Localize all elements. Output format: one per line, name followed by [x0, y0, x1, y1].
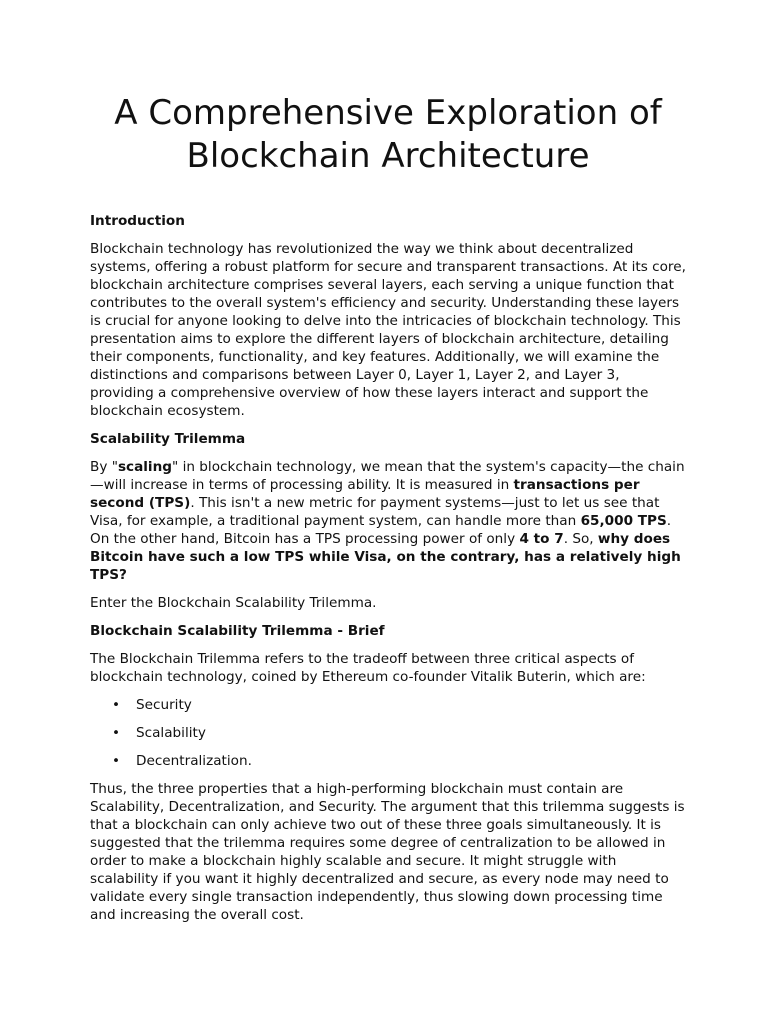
bold-value-visa-tps: 65,000 TPS — [580, 513, 667, 529]
section-heading-introduction: Introduction — [90, 213, 185, 229]
list-item-label: Decentralization. — [136, 753, 252, 769]
document-title: A Comprehensive Exploration of Blockchain Architecture — [114, 93, 662, 176]
bold-question: why does Bitcoin have such a low TPS while Visa, on the contrary, has a relatively high TPS? — [90, 531, 681, 583]
introduction-paragraph: Blockchain technology has revolutionized the way we think about decentralized systems, offering a robust platform for secure and transparent transactions. At its core, blockchain architecture comprises several layers, each serving a unique function that contributes to the overall system's efficiency and security. Understanding these layers is crucial for anyone looking to delve into the intricacies of blockchain technology. This presentation aims to explore the different layers of blockchain architecture, detailing their components, functionality, and key features. Additionally, we will examine the distinctions and comparisons between Layer 0, Layer 1, Layer 2, and Layer 3, providing a comprehensive overview of how these layers interact and support the blockchain ecosystem. — [90, 241, 686, 419]
list-item-label: Security — [136, 697, 192, 713]
bullet-icon: • — [112, 753, 121, 769]
document-page — [90, 92, 686, 934]
bold-term-scaling: scaling — [117, 459, 173, 475]
text-run: By " — [90, 459, 118, 475]
section-heading-trilemma-brief: Blockchain Scalability Trilemma - Brief — [90, 623, 385, 639]
text-run: . So, — [563, 531, 598, 547]
scaling-paragraph — [90, 458, 686, 584]
list-item-label: Scalability — [136, 725, 206, 741]
text-run: . On the other hand, Bitcoin has a TPS processing power of only — [90, 513, 672, 547]
trilemma-intro-sentence: Enter the Blockchain Scalability Trilemma. — [90, 595, 377, 611]
bullet-icon: • — [112, 697, 121, 713]
list-item — [90, 752, 686, 770]
text-run: " in blockchain technology, we mean that the system's capacity—the chain—will increase in terms of processing ability. It is measured in — [90, 459, 685, 493]
list-item — [90, 696, 686, 714]
bullet-icon: • — [112, 725, 121, 741]
bold-term-tps: transactions per second (TPS) — [90, 477, 640, 511]
trilemma-properties-list — [90, 696, 686, 770]
conclusion-paragraph: Thus, the three properties that a high-performing blockchain must contain are Scalability, Decentralization, and Security. The argument that this trilemma suggests is that a blockchain can only achieve two out of these three goals simultaneously. It is suggested that the trilemma requires some degree of centralization to be allowed in order to make a blockchain highly scalable and secure. It might struggle with scalability if you want it highly decentralized and secure, as every node may need to validate every single transaction independently, thus slowing down processing time and increasing the overall cost. — [90, 781, 685, 923]
text-run: . This isn't a new metric for payment systems—just to let us see that Visa, for example, a traditional payment system, can handle more than — [90, 495, 660, 529]
bold-value-bitcoin-tps: 4 to 7 — [519, 531, 564, 547]
section-heading-scalability-trilemma: Scalability Trilemma — [90, 431, 246, 447]
list-item — [90, 724, 686, 742]
trilemma-brief-paragraph: The Blockchain Trilemma refers to the tradeoff between three critical aspects of blockchain technology, coined by Ethereum co-founder Vitalik Buterin, which are: — [90, 651, 646, 685]
